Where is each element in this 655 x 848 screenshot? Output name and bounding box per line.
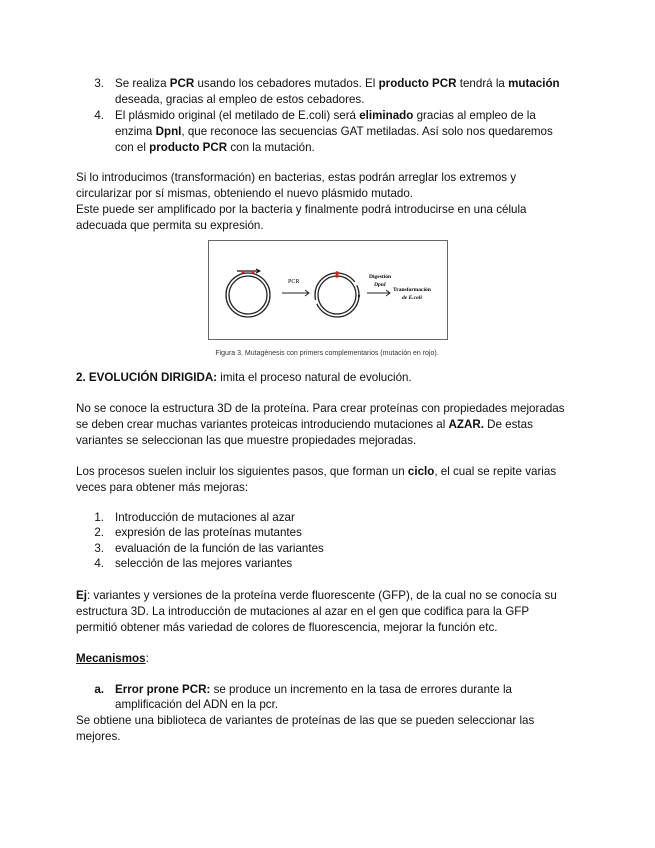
transformation-label: Transformación	[393, 287, 431, 293]
text-line: Este puede ser amplificado por la bacteria y finalmente podrá introducirse en una célula	[76, 203, 527, 216]
list-item-text	[115, 140, 575, 156]
dpni-label: DpnI	[374, 282, 386, 288]
plasmid-original	[226, 269, 270, 317]
text-run: con el	[115, 141, 150, 154]
ej-bold: Ej	[76, 589, 87, 602]
paragraph-estructura	[76, 401, 581, 449]
mecanismos-title: Mecanismos	[76, 652, 146, 665]
text-line: Si lo introducimos (transformación) en bacterias, estas podrán arreglar los extremos y	[76, 171, 517, 184]
list-number: 4.	[94, 557, 104, 570]
bold-run: mutación	[508, 77, 560, 90]
azar-bold: AZAR.	[448, 418, 484, 431]
text-run: tendrá la	[456, 77, 509, 90]
bold-run: producto PCR	[378, 77, 457, 90]
mutagenesis-diagram	[209, 241, 447, 339]
list-item-text: Error prone PCR: se produce un incremento en la tasa de errores durante la	[115, 683, 512, 696]
list-item-text: Introducción de mutaciones al azar	[115, 511, 295, 524]
text-run: usando los cebadores mutados. El	[194, 77, 379, 90]
list-item-text: expresión de las proteínas mutantes	[115, 526, 302, 539]
text-run: , que reconoce las secuencias GAT metiladas. Así solo nos quedaremos	[181, 125, 553, 138]
figure-mutagenesis	[208, 240, 448, 340]
nick-dot	[358, 295, 360, 297]
text-line: estructura 3D. La introducción de mutaciones al azar en el gen que codifica para la GFP	[76, 605, 530, 618]
list-letter: a.	[94, 683, 104, 696]
digestion-label: Digestión	[369, 274, 391, 280]
figure-caption: Figura 3. Mutagénesis con primers complementarios (mutación en rojo).	[215, 350, 439, 357]
paragraph-transformation	[76, 170, 576, 234]
ecoli-label: de E.coli	[402, 295, 422, 301]
text-line: adecuada que permita su expresión.	[76, 219, 264, 232]
text-run: enzima	[115, 125, 156, 138]
plasmid-mutated	[315, 271, 360, 317]
paragraph-biblioteca	[76, 713, 576, 745]
text-run: con la mutación.	[227, 141, 315, 154]
text-line: Los procesos suelen incluir los siguientes pasos, que forman un ciclo, el cual se repite varias	[76, 465, 557, 478]
list-number: 2.	[94, 526, 104, 539]
ciclo-bold: ciclo	[407, 465, 435, 478]
mutation-dot	[241, 270, 244, 273]
text-line: permitió obtener más variedad de colores de fluorescencia, mejorar la función etc.	[76, 621, 498, 634]
text-run: gracias al empleo de la	[413, 109, 536, 122]
text-line: mejores.	[76, 730, 121, 743]
paragraph-procesos	[76, 464, 576, 496]
bold-run: PCR	[169, 77, 195, 90]
list-item-text	[115, 108, 575, 124]
pcr-label: PCR	[288, 279, 300, 285]
mecanismos-heading: Mecanismos:	[76, 652, 149, 665]
section-subtitle: imita el proceso natural de evolución.	[217, 371, 412, 384]
text-line: No se conoce la estructura 3D de la proteína. Para crear proteínas con propiedades mejoradas	[76, 402, 565, 415]
list-item-text: amplificación del ADN en la pcr.	[115, 698, 279, 711]
list-number: 3.	[94, 77, 104, 90]
text-line: circularizar por sí mismas, obteniendo el nuevo plásmido mutado.	[76, 187, 414, 200]
list-item-text: evaluación de la función de las variantes	[115, 542, 324, 555]
list-item-text	[115, 92, 575, 108]
list-item-text: selección de las mejores variantes	[115, 557, 293, 570]
list-number: 4.	[94, 109, 104, 122]
list-number: 1.	[94, 511, 104, 524]
text-run: deseada, gracias al empleo de estos cebadores.	[115, 93, 365, 106]
bold-run: producto PCR	[149, 141, 228, 154]
text-line: Se obtiene una biblioteca de variantes de proteínas de las que se pueden seleccionar las	[76, 714, 535, 727]
mutation-dot	[251, 270, 254, 273]
text-line: se deben crear muchas variantes proteicas introduciendo mutaciones al AZAR. De estas	[76, 418, 533, 431]
text-run: El plásmido original (el metilado de E.coli) será	[115, 109, 360, 122]
list-item-text	[115, 124, 575, 140]
mutation-dot	[335, 274, 339, 278]
list-number: 3.	[94, 542, 104, 555]
error-prone-bold: Error prone PCR:	[115, 683, 211, 696]
paragraph-ejemplo-gfp	[76, 588, 581, 636]
text-line: Ej: variantes y versiones de la proteína verde fluorescente (GFP), de la cual no se conocía su	[76, 589, 557, 602]
bold-run: DpnI	[155, 125, 182, 138]
bold-run: eliminado	[359, 109, 414, 122]
text-run: Se realiza	[115, 77, 170, 90]
section-heading	[76, 370, 576, 386]
section-title: 2. EVOLUCIÓN DIRIGIDA:	[76, 371, 218, 384]
text-line: veces para obtener más mejoras:	[76, 481, 249, 494]
list-item-text	[115, 76, 575, 92]
text-line: variantes se seleccionan las que muestre propiedades mejoradas.	[76, 434, 417, 447]
